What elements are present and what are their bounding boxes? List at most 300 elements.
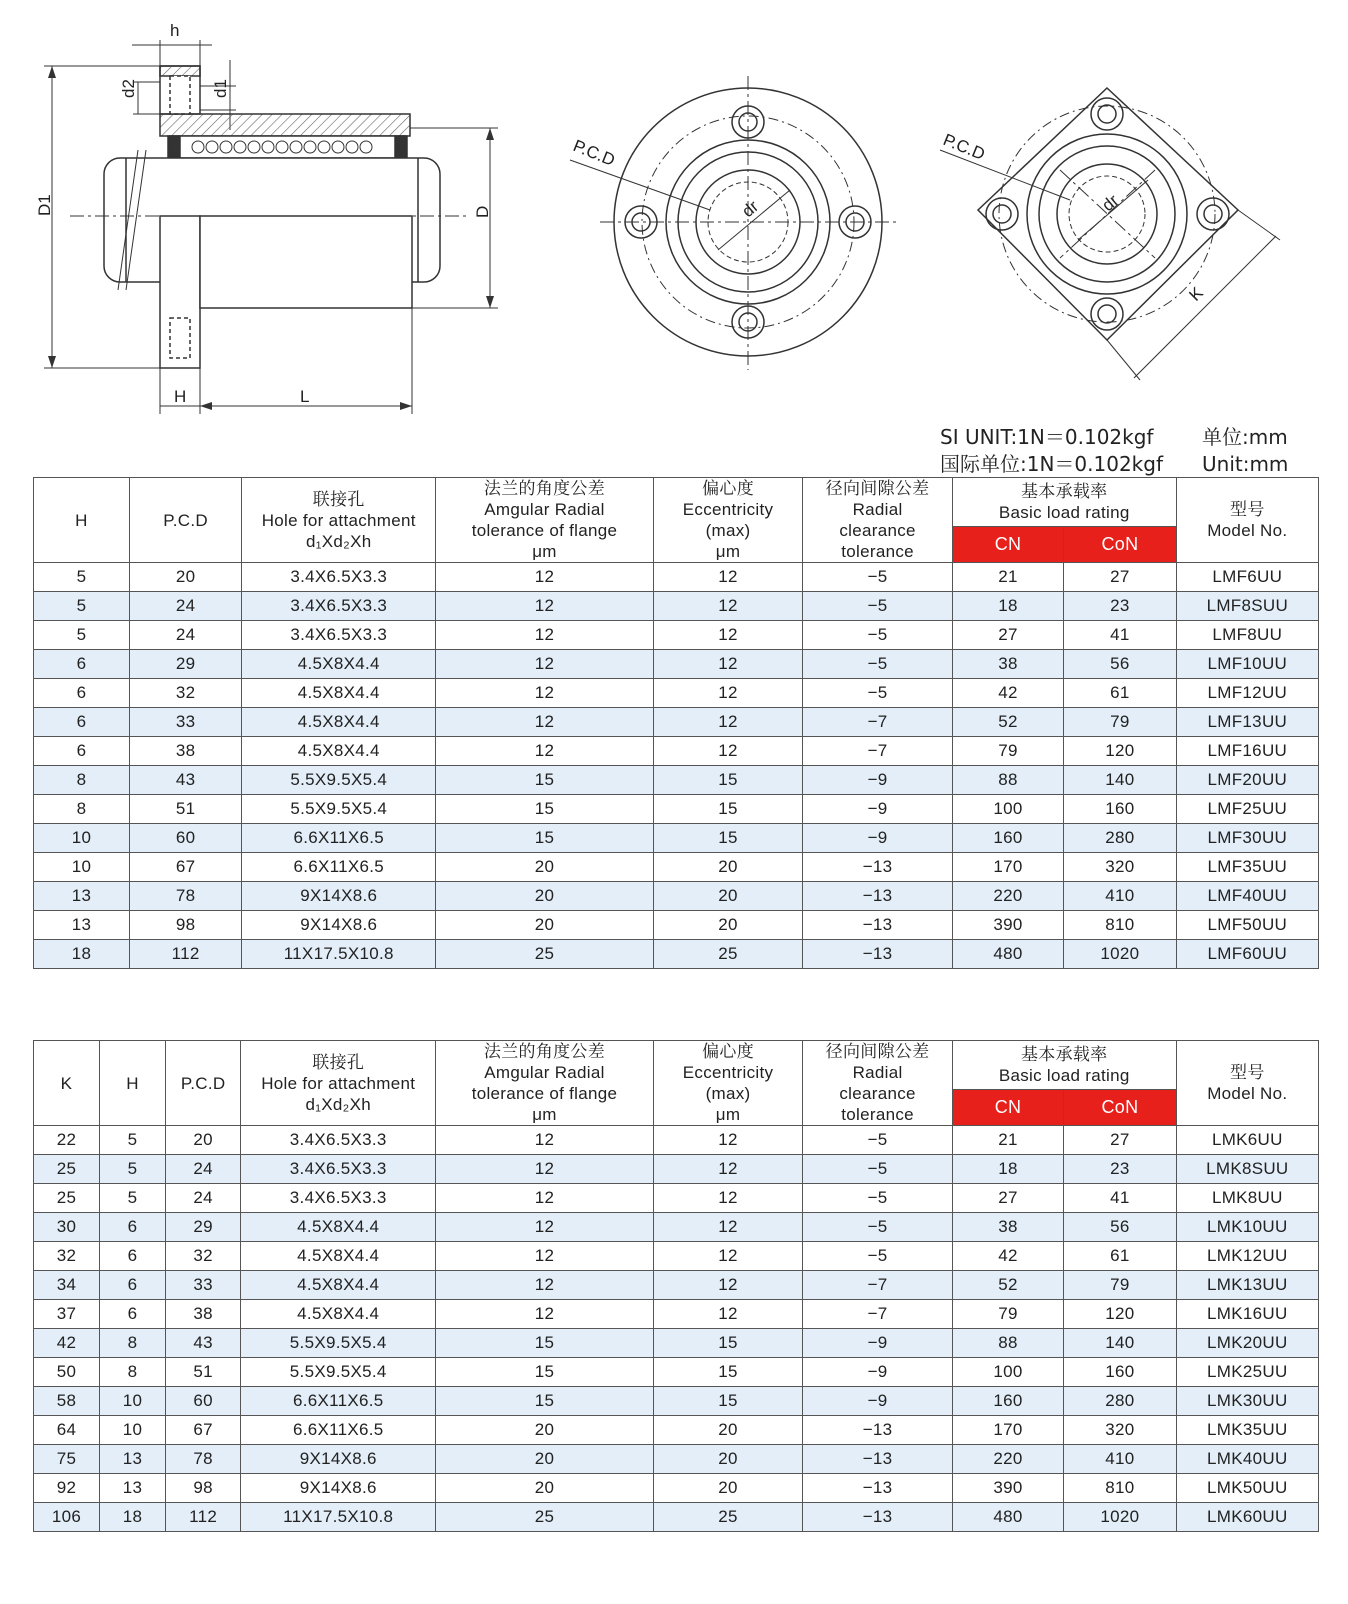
table-cell: 4.5X8X4.4 xyxy=(241,1242,436,1271)
table-cell: 67 xyxy=(166,1416,241,1445)
table-row xyxy=(34,1242,1319,1271)
table-cell: LMK8SUU xyxy=(1176,1155,1318,1184)
table-row xyxy=(34,708,1319,737)
table-cell: 12 xyxy=(436,1300,654,1329)
table-cell: 5.5X9.5X5.4 xyxy=(242,795,436,824)
table-cell: 34 xyxy=(34,1271,100,1300)
table-cell: LMF20UU xyxy=(1176,766,1318,795)
table-row xyxy=(34,1300,1319,1329)
table-cell: 5.5X9.5X5.4 xyxy=(242,766,436,795)
table-cell: 15 xyxy=(436,1387,654,1416)
label-K: K xyxy=(1185,283,1207,305)
table-cell: 12 xyxy=(436,592,654,621)
table-cell: LMK30UU xyxy=(1176,1387,1318,1416)
table-row xyxy=(34,1155,1319,1184)
table-cell: 140 xyxy=(1064,766,1176,795)
table-cell: 6 xyxy=(34,737,130,766)
table-cell: 12 xyxy=(436,563,654,592)
lmf-table-body xyxy=(34,563,1319,969)
table-cell: −5 xyxy=(803,592,953,621)
header-ecc-unit: μm xyxy=(715,1105,741,1124)
table-row xyxy=(34,1184,1319,1213)
table-cell: 11X17.5X10.8 xyxy=(242,940,436,969)
table-cell: 32 xyxy=(129,679,241,708)
table-cell: 15 xyxy=(436,795,654,824)
table-cell: LMK25UU xyxy=(1176,1358,1318,1387)
table-cell: 6 xyxy=(100,1242,166,1271)
table-cell: 4.5X8X4.4 xyxy=(242,679,436,708)
header-angle-unit: μm xyxy=(532,542,557,561)
table-cell: 15 xyxy=(436,1358,654,1387)
header-angle-cn: 法兰的角度公差 xyxy=(483,479,606,498)
table-cell: LMK40UU xyxy=(1176,1445,1318,1474)
header-rad-en3: tolerance xyxy=(841,542,914,561)
table-row xyxy=(34,1271,1319,1300)
table-cell: 88 xyxy=(952,766,1063,795)
table-cell: 15 xyxy=(653,1358,803,1387)
table-cell: −9 xyxy=(803,766,953,795)
table-cell: 10 xyxy=(34,853,130,882)
table-cell: 24 xyxy=(166,1155,241,1184)
table-cell: 410 xyxy=(1064,882,1176,911)
table-cell: 13 xyxy=(100,1445,166,1474)
table-row xyxy=(34,1445,1319,1474)
table-cell: 20 xyxy=(166,1126,241,1155)
table-cell: 15 xyxy=(653,795,803,824)
table-cell: 41 xyxy=(1064,1184,1176,1213)
header-angle-en2: tolerance of flange xyxy=(471,1084,618,1103)
table-cell: 15 xyxy=(653,824,803,853)
table-cell: 6 xyxy=(34,650,130,679)
table-cell: LMF30UU xyxy=(1176,824,1318,853)
header-model-en: Model No. xyxy=(1207,521,1288,540)
table-cell: 15 xyxy=(436,766,654,795)
table-row xyxy=(34,1126,1319,1155)
table-cell: 11X17.5X10.8 xyxy=(241,1503,436,1532)
table-row xyxy=(34,679,1319,708)
table-cell: 10 xyxy=(100,1387,166,1416)
header-ecc-en2: (max) xyxy=(705,1084,751,1103)
table-row xyxy=(34,853,1319,882)
table-cell: 410 xyxy=(1064,1445,1176,1474)
label-H: H xyxy=(174,387,187,406)
header-K: K xyxy=(34,1041,100,1126)
table-cell: 12 xyxy=(436,708,654,737)
table-row xyxy=(34,737,1319,766)
header-model xyxy=(1176,478,1318,563)
table-cell: 29 xyxy=(129,650,241,679)
table-cell: 6 xyxy=(34,679,130,708)
table-cell: 8 xyxy=(34,766,130,795)
table-cell: 22 xyxy=(34,1126,100,1155)
table-cell: LMF50UU xyxy=(1176,911,1318,940)
table-cell: 25 xyxy=(653,940,803,969)
label-dr-round: dr xyxy=(738,196,763,222)
table-cell: 280 xyxy=(1064,1387,1176,1416)
table-cell: 75 xyxy=(34,1445,100,1474)
table-cell: −7 xyxy=(803,1271,953,1300)
label-d1: d1 xyxy=(211,79,230,98)
table-cell: −5 xyxy=(803,1184,953,1213)
table-cell: 56 xyxy=(1064,650,1176,679)
header-hole-cn: 联接孔 xyxy=(312,1052,365,1072)
lmk-spec-table xyxy=(33,1040,1319,1532)
header-load-en: Basic load rating xyxy=(998,503,1130,522)
table-cell: 24 xyxy=(166,1184,241,1213)
table-cell: 160 xyxy=(952,824,1063,853)
table-cell: −5 xyxy=(803,679,953,708)
table-cell: 24 xyxy=(129,592,241,621)
table-cell: 320 xyxy=(1064,853,1176,882)
table-cell: −9 xyxy=(803,795,953,824)
table-cell: 98 xyxy=(166,1474,241,1503)
table-cell: −13 xyxy=(803,911,953,940)
table-cell: 15 xyxy=(653,1387,803,1416)
table-cell: 42 xyxy=(34,1329,100,1358)
table-cell: 43 xyxy=(129,766,241,795)
header-cn: CN xyxy=(952,527,1063,563)
table-cell: 61 xyxy=(1064,679,1176,708)
table-cell: 6 xyxy=(100,1300,166,1329)
header-con: CoN xyxy=(1064,527,1176,563)
table-cell: 15 xyxy=(653,1329,803,1358)
table-cell: 6.6X11X6.5 xyxy=(241,1387,436,1416)
header-hole-en: Hole for attachment xyxy=(261,510,416,530)
table-cell: 15 xyxy=(653,766,803,795)
table-cell: LMF8SUU xyxy=(1176,592,1318,621)
table-row xyxy=(34,1213,1319,1242)
table-cell: LMK12UU xyxy=(1176,1242,1318,1271)
header-angle-en2: tolerance of flange xyxy=(471,521,618,540)
table-cell: 220 xyxy=(952,882,1063,911)
label-dr-square: dr xyxy=(1098,190,1123,216)
table-cell: 25 xyxy=(436,1503,654,1532)
header-ecc-cn: 偏心度 xyxy=(702,479,754,498)
table-cell: 78 xyxy=(166,1445,241,1474)
header-hole-dim: d₁Xd₂Xh xyxy=(306,531,372,551)
table-cell: 12 xyxy=(653,1126,803,1155)
table-cell: 12 xyxy=(653,1213,803,1242)
table-cell: −5 xyxy=(803,1126,953,1155)
header-H: H xyxy=(34,478,130,563)
table-cell: 5 xyxy=(34,621,130,650)
table-cell: 64 xyxy=(34,1416,100,1445)
table-cell: 112 xyxy=(129,940,241,969)
table-cell: 170 xyxy=(952,1416,1063,1445)
table-cell: 6.6X11X6.5 xyxy=(242,853,436,882)
table-cell: 20 xyxy=(653,911,803,940)
table-cell: −5 xyxy=(803,650,953,679)
label-h: h xyxy=(170,21,180,40)
table-cell: 12 xyxy=(436,1242,654,1271)
table-cell: 6 xyxy=(100,1213,166,1242)
table-cell: −13 xyxy=(803,853,953,882)
header-ecc-en2: (max) xyxy=(705,521,751,540)
table-cell: 12 xyxy=(653,621,803,650)
table-cell: 5 xyxy=(100,1155,166,1184)
table-cell: LMF6UU xyxy=(1176,563,1318,592)
table-cell: 12 xyxy=(436,679,654,708)
table-cell: 4.5X8X4.4 xyxy=(241,1271,436,1300)
table-cell: 41 xyxy=(1064,621,1176,650)
table-cell: −13 xyxy=(803,1416,953,1445)
table-cell: 20 xyxy=(436,853,654,882)
header-hole xyxy=(242,478,436,563)
table-cell: 67 xyxy=(129,853,241,882)
header-model xyxy=(1176,1041,1318,1126)
table-cell: 25 xyxy=(653,1503,803,1532)
table-cell: 79 xyxy=(952,737,1063,766)
table-cell: 32 xyxy=(34,1242,100,1271)
table-cell: 25 xyxy=(34,1155,100,1184)
table-cell: 20 xyxy=(436,1445,654,1474)
table-cell: 20 xyxy=(129,563,241,592)
table-cell: LMK60UU xyxy=(1176,1503,1318,1532)
table-cell: LMK16UU xyxy=(1176,1300,1318,1329)
table-cell: 160 xyxy=(952,1387,1063,1416)
table-cell: 79 xyxy=(1064,1271,1176,1300)
label-pcd-round: P.C.D xyxy=(570,136,618,170)
table-cell: 12 xyxy=(436,1155,654,1184)
table-row xyxy=(34,1329,1319,1358)
header-ecc xyxy=(653,1041,803,1126)
table-cell: 480 xyxy=(952,940,1063,969)
header-hole-en: Hole for attachment xyxy=(261,1073,416,1093)
table-cell: 33 xyxy=(166,1271,241,1300)
table-cell: −5 xyxy=(803,563,953,592)
unit-si-cn: 国际单位:1N＝0.102kgf xyxy=(940,452,1163,476)
table-cell: 60 xyxy=(129,824,241,853)
header-hole xyxy=(241,1041,436,1126)
square-flange-drawing xyxy=(940,88,1280,380)
table-cell: 6.6X11X6.5 xyxy=(242,824,436,853)
table-cell: 23 xyxy=(1064,1155,1176,1184)
header-ecc-cn: 偏心度 xyxy=(702,1042,754,1061)
header-ecc-unit: μm xyxy=(715,542,741,561)
table-cell: 27 xyxy=(952,1184,1063,1213)
table-cell: 13 xyxy=(34,882,130,911)
table-cell: −7 xyxy=(803,737,953,766)
label-d2: d2 xyxy=(119,79,138,98)
table-row xyxy=(34,1358,1319,1387)
table-cell: 12 xyxy=(653,1300,803,1329)
table-cell: 33 xyxy=(129,708,241,737)
table-cell: 390 xyxy=(952,911,1063,940)
table-row xyxy=(34,795,1319,824)
table-cell: 160 xyxy=(1064,795,1176,824)
table-cell: 280 xyxy=(1064,824,1176,853)
table-cell: 27 xyxy=(1064,1126,1176,1155)
table-cell: −13 xyxy=(803,1503,953,1532)
header-angle-en1: Amgular Radial xyxy=(484,1063,605,1082)
unit-mm-cn: 单位:mm xyxy=(1202,425,1288,449)
table-cell: 8 xyxy=(100,1329,166,1358)
header-rad-en1: Radial xyxy=(852,1063,903,1082)
table-cell: 52 xyxy=(952,1271,1063,1300)
table-row xyxy=(34,1416,1319,1445)
table-cell: 5 xyxy=(34,592,130,621)
table-cell: 6 xyxy=(34,708,130,737)
table-cell: 20 xyxy=(436,1416,654,1445)
header-model-cn: 型号 xyxy=(1230,500,1265,519)
table-cell: 13 xyxy=(34,911,130,940)
label-pcd-square: P.C.D xyxy=(940,130,988,164)
table-cell: 10 xyxy=(100,1416,166,1445)
table-cell: 5.5X9.5X5.4 xyxy=(241,1358,436,1387)
table-cell: −5 xyxy=(803,1242,953,1271)
table-cell: 220 xyxy=(952,1445,1063,1474)
header-hole-dim: d₁Xd₂Xh xyxy=(305,1094,371,1114)
table-cell: 12 xyxy=(653,1155,803,1184)
table-cell: 79 xyxy=(1064,708,1176,737)
table-cell: 120 xyxy=(1064,1300,1176,1329)
table-cell: LMK13UU xyxy=(1176,1271,1318,1300)
table-cell: 88 xyxy=(952,1329,1063,1358)
table-cell: 42 xyxy=(952,679,1063,708)
table-cell: 12 xyxy=(436,737,654,766)
table-cell: −5 xyxy=(803,1155,953,1184)
table-cell: 480 xyxy=(952,1503,1063,1532)
table-cell: 8 xyxy=(34,795,130,824)
table-cell: 9X14X8.6 xyxy=(242,911,436,940)
table-cell: LMF35UU xyxy=(1176,853,1318,882)
header-hole-cn: 联接孔 xyxy=(312,489,365,509)
lmk-table-body xyxy=(34,1126,1319,1532)
table-cell: 18 xyxy=(952,1155,1063,1184)
table-cell: 20 xyxy=(436,1474,654,1503)
table-cell: 10 xyxy=(34,824,130,853)
table-cell: 56 xyxy=(1064,1213,1176,1242)
table-cell: 43 xyxy=(166,1329,241,1358)
header-load-cn: 基本承载率 xyxy=(1020,1045,1108,1064)
table-cell: 12 xyxy=(436,621,654,650)
table-cell: 390 xyxy=(952,1474,1063,1503)
table-row xyxy=(34,940,1319,969)
table-cell: 3.4X6.5X3.3 xyxy=(241,1126,436,1155)
header-radial xyxy=(803,1041,953,1126)
table-cell: 3.4X6.5X3.3 xyxy=(242,563,436,592)
header-angle-en1: Amgular Radial xyxy=(484,500,605,519)
table-cell: 38 xyxy=(166,1300,241,1329)
table-row xyxy=(34,1474,1319,1503)
unit-si: SI UNIT:1N＝0.102kgf xyxy=(940,425,1154,449)
lmf-spec-table xyxy=(33,477,1319,969)
technical-drawings xyxy=(0,0,1348,420)
header-pcd: P.C.D xyxy=(166,1041,241,1126)
table-cell: 12 xyxy=(653,563,803,592)
header-rad-cn: 径向间隙公差 xyxy=(825,479,930,498)
header-load-en: Basic load rating xyxy=(998,1066,1130,1085)
header-radial xyxy=(803,478,953,563)
table-cell: −9 xyxy=(803,1329,953,1358)
header-load xyxy=(952,1041,1176,1090)
header-rad-en3: tolerance xyxy=(841,1105,914,1124)
table-row xyxy=(34,882,1319,911)
header-load-cn: 基本承载率 xyxy=(1020,482,1108,501)
header-model-en: Model No. xyxy=(1207,1084,1288,1103)
table-cell: 25 xyxy=(34,1184,100,1213)
table-row xyxy=(34,911,1319,940)
table-cell: LMK6UU xyxy=(1176,1126,1318,1155)
table-row xyxy=(34,592,1319,621)
table-cell: 29 xyxy=(166,1213,241,1242)
table-cell: 32 xyxy=(166,1242,241,1271)
table-row xyxy=(34,563,1319,592)
table-cell: 12 xyxy=(653,592,803,621)
table-cell: 20 xyxy=(653,1416,803,1445)
table-cell: 37 xyxy=(34,1300,100,1329)
table-cell: 12 xyxy=(436,1213,654,1242)
table-cell: −5 xyxy=(803,621,953,650)
table-cell: 52 xyxy=(952,708,1063,737)
table-cell: 120 xyxy=(1064,737,1176,766)
header-angle-unit: μm xyxy=(532,1105,557,1124)
table-cell: 9X14X8.6 xyxy=(242,882,436,911)
header-pcd: P.C.D xyxy=(129,478,241,563)
header-H: H xyxy=(100,1041,166,1126)
side-view-drawing xyxy=(44,40,498,414)
table-cell: 18 xyxy=(100,1503,166,1532)
table-cell: 9X14X8.6 xyxy=(241,1445,436,1474)
table-cell: 12 xyxy=(653,679,803,708)
table-cell: 810 xyxy=(1064,1474,1176,1503)
table-cell: 15 xyxy=(436,824,654,853)
table-cell: 20 xyxy=(436,911,654,940)
table-cell: 3.4X6.5X3.3 xyxy=(242,592,436,621)
table-cell: 6 xyxy=(100,1271,166,1300)
unit-notes xyxy=(940,424,1288,478)
table-cell: 140 xyxy=(1064,1329,1176,1358)
table-cell: −7 xyxy=(803,1300,953,1329)
table-cell: 8 xyxy=(100,1358,166,1387)
table-cell: LMK8UU xyxy=(1176,1184,1318,1213)
table-cell: 12 xyxy=(653,1184,803,1213)
table-cell: −13 xyxy=(803,882,953,911)
table-cell: 320 xyxy=(1064,1416,1176,1445)
header-angle xyxy=(436,1041,654,1126)
table-row xyxy=(34,1387,1319,1416)
table-cell: −13 xyxy=(803,1474,953,1503)
table-cell: 6.6X11X6.5 xyxy=(241,1416,436,1445)
unit-mm-en: Unit:mm xyxy=(1202,452,1289,476)
label-L: L xyxy=(300,387,310,406)
table-cell: 18 xyxy=(952,592,1063,621)
table-cell: 160 xyxy=(1064,1358,1176,1387)
header-con: CoN xyxy=(1064,1090,1176,1126)
table-cell: LMF60UU xyxy=(1176,940,1318,969)
table-cell: 79 xyxy=(952,1300,1063,1329)
table-cell: 20 xyxy=(653,853,803,882)
label-D1: D1 xyxy=(35,194,54,216)
table-cell: LMK35UU xyxy=(1176,1416,1318,1445)
table-cell: 12 xyxy=(653,1271,803,1300)
table-cell: LMK10UU xyxy=(1176,1213,1318,1242)
header-rad-en2: clearance xyxy=(839,521,916,540)
table-cell: LMF25UU xyxy=(1176,795,1318,824)
table-row xyxy=(34,766,1319,795)
table-cell: 61 xyxy=(1064,1242,1176,1271)
table-cell: LMK20UU xyxy=(1176,1329,1318,1358)
header-angle xyxy=(436,478,654,563)
table-cell: 4.5X8X4.4 xyxy=(242,737,436,766)
table-cell: LMF16UU xyxy=(1176,737,1318,766)
table-cell: 42 xyxy=(952,1242,1063,1271)
header-rad-en1: Radial xyxy=(852,500,903,519)
table-cell: 20 xyxy=(653,882,803,911)
table-row xyxy=(34,650,1319,679)
table-cell: 100 xyxy=(952,1358,1063,1387)
table-cell: 78 xyxy=(129,882,241,911)
